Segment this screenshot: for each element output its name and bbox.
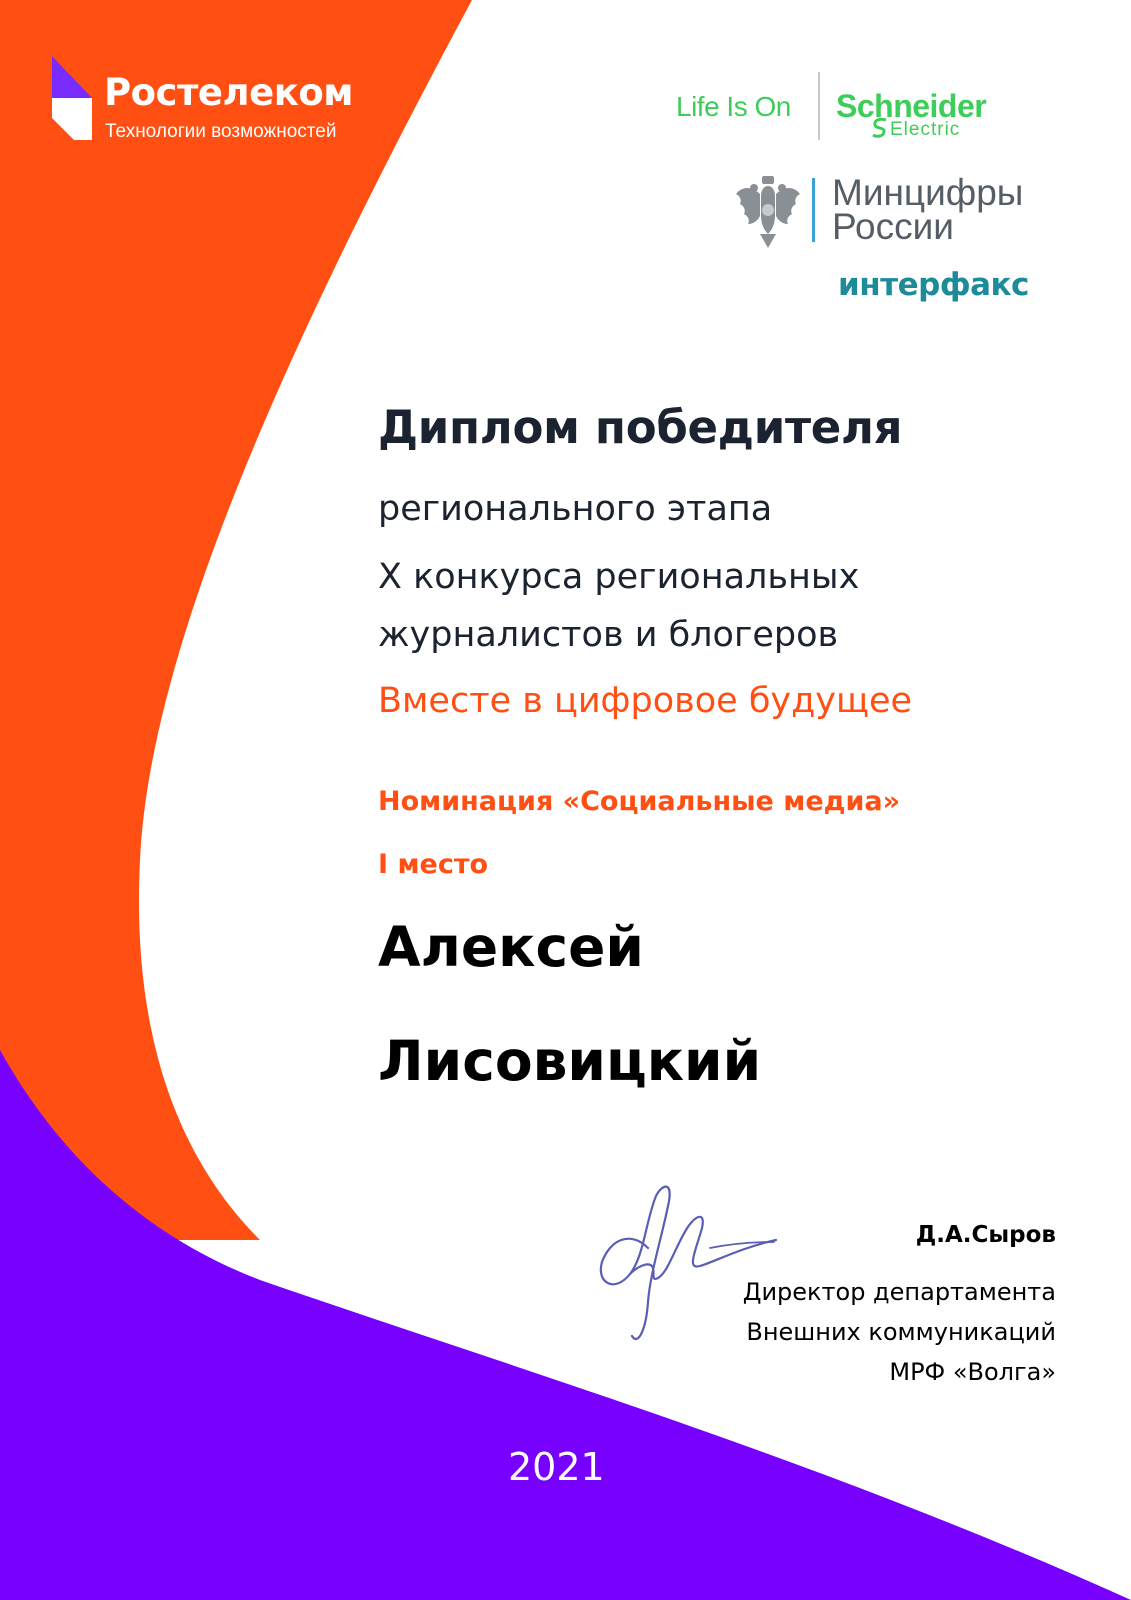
schneider-divider <box>818 72 820 140</box>
rostelecom-mark-icon <box>48 56 96 140</box>
schneider-logo-sub: Electric <box>890 119 961 140</box>
rostelecom-name: Ростелеком <box>104 71 353 114</box>
ministry-line2: России <box>832 206 954 248</box>
signatory-position-3: МРФ «Волга» <box>889 1358 1056 1386</box>
signatory-position-2: Внешних коммуникаций <box>746 1318 1056 1346</box>
diploma-year: 2021 <box>508 1445 605 1489</box>
ministry-divider <box>812 178 815 242</box>
signatory-name: Д.А.Сыров <box>915 1222 1056 1248</box>
contest-name: Вместе в цифровое будущее <box>378 681 913 721</box>
contest-line-2: журналистов и блогеров <box>378 615 839 655</box>
winner-first-name: Алексей <box>378 915 644 979</box>
ministry-line1: Минцифры <box>832 172 1024 213</box>
diploma-title: Диплом победителя <box>378 401 903 454</box>
nomination: Номинация «Социальные медиа» <box>378 786 901 817</box>
diploma-stage: регионального этапа <box>378 489 773 529</box>
ministry-name <box>832 172 1024 248</box>
schneider-s-icon <box>870 117 890 139</box>
signatory-position-1: Директор департамента <box>742 1278 1056 1306</box>
rostelecom-logo <box>48 56 388 146</box>
schneider-slogan: Life Is On <box>676 91 791 122</box>
schneider-logo-name: Schneider <box>836 88 987 124</box>
interfax-logo: интерфакс <box>838 267 1029 303</box>
place: I место <box>378 849 489 880</box>
winner-last-name: Лисовицкий <box>378 1029 762 1093</box>
contest-line-1: X конкурса региональных <box>378 557 860 597</box>
rostelecom-tagline: Технологии возможностей <box>105 121 337 142</box>
coat-of-arms-icon <box>734 176 802 248</box>
